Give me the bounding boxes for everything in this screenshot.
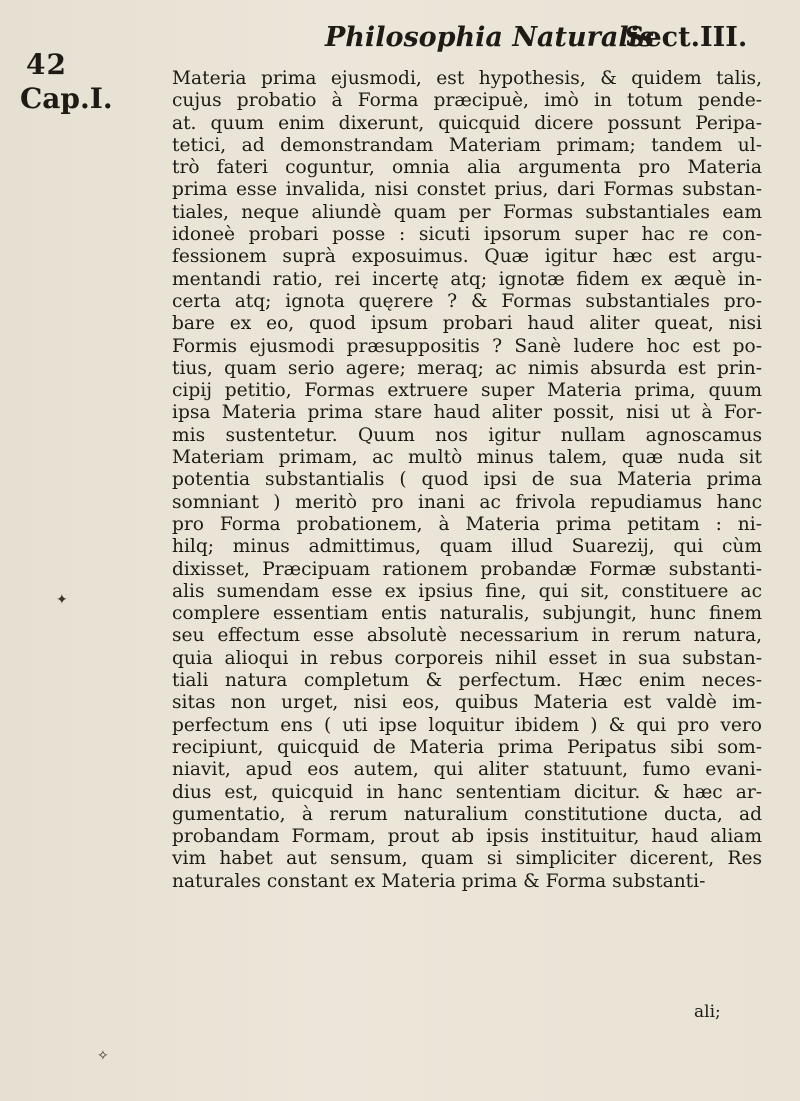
text-line: potentia substantialis ( quod ipsi de sua Materia prima: [172, 469, 762, 491]
text-line: naturales constant ex Materia prima & Forma substanti-: [172, 870, 706, 892]
text-line: gumentatio, à rerum naturalium constitutione ducta, ad: [172, 803, 762, 825]
text-line: somniant ) meritò pro inani ac frivola repudiamus hanc: [172, 491, 762, 513]
text-line: cipij petitio, Formas extruere super Materia prima, quum: [172, 380, 762, 402]
text-line: Materia prima ejusmodi, est hypothesis, & quidem talis,: [172, 68, 762, 89]
text-line: at. quum enim dixerunt, quicquid dicere possunt Peripa-: [172, 112, 762, 134]
text-line: mentandi ratio, rei incertę atq; ignotæ fidem ex æquè in-: [172, 268, 762, 290]
text-line: trò fateri coguntur, omnia alia argumenta pro Materia: [172, 157, 762, 179]
text-line: Materiam primam, ac multò minus talem, quæ nuda sit: [172, 447, 762, 469]
chapter-margin-note: Cap.I.: [20, 82, 113, 115]
text-line: idoneè probari posse : sicuti ipsorum super hac re con-: [172, 224, 762, 246]
text-line: prima esse invalida, nisi constet prius, dari Formas substan-: [172, 179, 762, 201]
text-line: alis sumendam esse ex ipsius fine, qui sit, constituere ac: [172, 580, 762, 602]
text-line: dixisset, Præcipuam rationem probandæ Formæ substanti-: [172, 558, 762, 580]
page-number: 42: [26, 48, 67, 81]
running-title: Philosophia Naturalis: [325, 22, 655, 53]
text-line: pro Forma probationem, à Materia prima petitam : ni-: [172, 513, 762, 535]
text-line: dius est, quicquid in hanc sententiam dicitur. & hæc ar-: [172, 781, 762, 803]
margin-asterisk: ✦: [56, 592, 68, 608]
text-line: ipsa Materia prima stare haud aliter possit, nisi ut à For-: [172, 402, 762, 424]
text-line: hilq; minus admittimus, quam illud Suarezij, qui cùm: [172, 536, 762, 558]
text-line: bare ex eo, quod ipsum probari haud aliter queat, nisi: [172, 313, 762, 335]
text-line: fessionem suprà exposuimus. Quæ igitur hæc est argu-: [172, 246, 762, 268]
text-line: tius, quam serio agere; meraq; ac nimis absurda est prin-: [172, 357, 762, 379]
text-line: cujus probatio à Forma præcipuè, imò in totum pende-: [172, 90, 762, 112]
text-line: seu effectum esse absolutè necessarium in rerum natura,: [172, 625, 762, 647]
text-line: tetici, ad demonstrandam Materiam primam; tandem ul-: [172, 134, 762, 156]
text-line: probandam Formam, prout ab ipsis instituitur, haud aliam: [172, 826, 762, 848]
text-line: mis sustentetur. Quum nos igitur nullam agnoscamus: [172, 424, 762, 446]
text-line: Formis ejusmodi præsuppositis ? Sanè ludere hoc est po-: [172, 335, 762, 357]
text-line: vim habet aut sensum, quam si simpliciter dicerent, Res: [172, 848, 762, 870]
text-line: perfectum ens ( uti ipse loquitur ibidem ) & qui pro vero: [172, 714, 762, 736]
text-line: niavit, apud eos autem, qui aliter statuunt, fumo evani-: [172, 759, 762, 781]
text-line: quia alioqui in rebus corporeis nihil esset in sua substan-: [172, 647, 762, 669]
section-label: Sect.III.: [625, 22, 748, 53]
text-line: recipiunt, quicquid de Materia prima Peripatus sibi som-: [172, 736, 762, 758]
body-text: [172, 68, 762, 893]
text-line: complere essentiam entis naturalis, subjungit, hunc finem: [172, 603, 762, 625]
catchword: ali;: [694, 1002, 721, 1022]
text-line: sitas non urget, nisi eos, quibus Materia est valdè im-: [172, 692, 762, 714]
text-line: certa atq; ignota quęrere ? & Formas substantiales pro-: [172, 290, 762, 312]
text-line: tiali natura completum & perfectum. Hæc enim neces-: [172, 670, 762, 692]
ink-smudge: ✧: [97, 1048, 109, 1064]
text-line: tiales, neque aliundè quam per Formas substantiales eam: [172, 201, 762, 223]
